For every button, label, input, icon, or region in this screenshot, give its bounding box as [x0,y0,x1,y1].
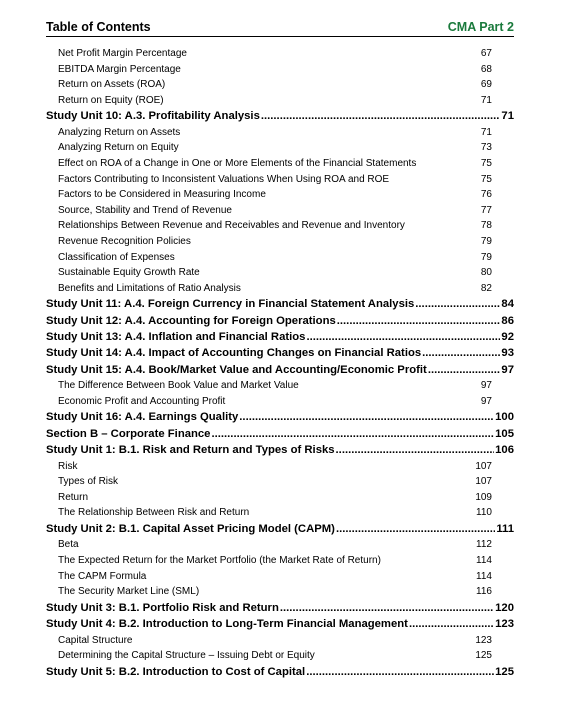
dot-leader [306,664,494,680]
toc-unit-entry [46,313,514,329]
entry-page-number: 75 [480,173,492,185]
toc-unit-entry [46,616,514,632]
entry-title: Study Unit 10: A.3. Profitability Analysis [46,110,260,123]
entry-page-number: 125 [495,665,514,678]
toc-sub-entry [46,474,514,490]
entry-page-number: 125 [475,650,492,662]
entry-title: Study Unit 15: A.4. Book/Market Value and Accounting/Economic Profit [46,363,427,376]
entry-page-number: 97 [480,380,492,392]
entry-title: Return [58,491,89,503]
entry-title: The Relationship Between Risk and Return [58,507,250,519]
toc-unit-entry [46,521,514,537]
entry-page-number: 106 [495,444,514,457]
entry-title: Study Unit 11: A.4. Foreign Currency in Financial Statement Analysis [46,298,415,311]
entry-page-number: 112 [476,539,492,551]
toc-sub-entry [46,172,514,188]
entry-page-number: 92 [501,331,514,344]
toc-unit-entry [46,345,514,361]
dot-leader [306,329,500,345]
toc-unit-entry [46,664,514,680]
entry-page-number: 71 [480,94,492,106]
entry-page-number: 86 [501,314,514,327]
entry-page-number: 107 [475,476,492,488]
entry-page-number: 110 [476,507,492,519]
toc-sub-entry [46,46,514,62]
toc-unit-entry [46,362,514,378]
entry-page-number: 80 [480,267,492,279]
entry-page-number: 71 [501,110,514,123]
toc-sub-entry [46,187,514,203]
document-title: Table of Contents [46,20,151,34]
entry-title: Study Unit 14: A.4. Impact of Accounting Changes on Financial Ratios [46,347,422,360]
entry-title: Return on Assets (ROA) [58,79,166,91]
entry-page-number: 71 [480,126,492,138]
table-of-contents [46,46,514,680]
entry-page-number: 78 [480,220,492,232]
entry-page-number: 111 [496,522,514,535]
part-label: CMA Part 2 [447,20,514,34]
entry-page-number: 97 [480,395,492,407]
entry-page-number: 79 [480,235,492,247]
entry-title: Study Unit 4: B.2. Introduction to Long-Term Financial Management [46,618,408,631]
entry-title: Determining the Capital Structure – Issuing Debt or Equity [58,650,315,662]
dot-leader [415,296,500,312]
dot-leader [261,108,501,124]
entry-title: Return on Equity (ROE) [58,94,164,106]
entry-page-number: 97 [501,363,514,376]
toc-sub-entry [46,93,514,109]
entry-title: The Difference Between Book Value and Market Value [58,380,299,392]
page-header [46,20,514,37]
entry-page-number: 114 [476,570,492,582]
toc-unit-entry [46,409,514,425]
toc-sub-entry [46,125,514,141]
toc-sub-entry [46,553,514,569]
toc-sub-entry [46,77,514,93]
dot-leader [409,616,494,632]
toc-sub-entry [46,584,514,600]
entry-page-number: 69 [480,79,492,91]
entry-page-number: 123 [475,634,492,646]
toc-sub-entry [46,633,514,649]
entry-title: Study Unit 13: A.4. Inflation and Financial Ratios [46,331,306,344]
entry-page-number: 82 [480,282,492,294]
dot-leader [428,362,501,378]
dot-leader [239,409,494,425]
dot-leader [422,345,500,361]
entry-title: The Expected Return for the Market Portfolio (the Market Rate of Return) [58,554,381,566]
entry-title: Effect on ROA of a Change in One or More Elements of the Financial Statements [58,157,417,169]
toc-sub-entry [46,459,514,475]
dot-leader [336,442,495,458]
toc-sub-entry [46,250,514,266]
entry-title: Study Unit 3: B.1. Portfolio Risk and Return [46,601,279,614]
toc-sub-entry [46,490,514,506]
entry-title: Study Unit 5: B.2. Introduction to Cost of Capital [46,665,306,678]
entry-title: Sustainable Equity Growth Rate [58,267,200,279]
toc-sub-entry [46,378,514,394]
dot-leader [211,426,494,442]
entry-title: Analyzing Return on Assets [58,126,181,138]
entry-title: Revenue Recognition Policies [58,235,191,247]
toc-sub-entry [46,537,514,553]
entry-title: Economic Profit and Accounting Profit [58,395,226,407]
toc-sub-entry [46,62,514,78]
toc-unit-entry [46,329,514,345]
entry-page-number: 73 [480,142,492,154]
toc-sub-entry [46,648,514,664]
toc-sub-entry [46,218,514,234]
entry-page-number: 76 [480,189,492,201]
dot-leader [280,600,494,616]
toc-sub-entry [46,569,514,585]
entry-title: Source, Stability and Trend of Revenue [58,204,232,216]
toc-sub-entry [46,203,514,219]
entry-title: Section B – Corporate Finance [46,427,211,440]
entry-page-number: 116 [476,586,492,598]
toc-sub-entry [46,505,514,521]
toc-unit-entry [46,600,514,616]
entry-title: Study Unit 16: A.4. Earnings Quality [46,411,239,424]
entry-title: Net Profit Margin Percentage [58,48,187,59]
toc-sub-entry [46,265,514,281]
entry-page-number: 123 [495,618,514,631]
toc-unit-entry [46,296,514,312]
entry-title: Factors to be Considered in Measuring Income [58,189,266,201]
entry-title: Risk [58,460,78,472]
toc-unit-entry [46,108,514,124]
entry-title: Study Unit 2: B.1. Capital Asset Pricing Model (CAPM) [46,522,335,535]
entry-title: Beta [58,539,79,551]
entry-title: Relationships Between Revenue and Receivables and Revenue and Inventory [58,220,405,232]
entry-page-number: 93 [501,347,514,360]
entry-page-number: 84 [501,298,514,311]
entry-page-number: 107 [475,460,492,472]
entry-page-number: 105 [495,427,514,440]
entry-title: Classification of Expenses [58,251,175,263]
toc-unit-entry [46,426,514,442]
entry-title: Factors Contributing to Inconsistent Valuations When Using ROA and ROE [58,173,390,185]
toc-sub-entry [46,156,514,172]
toc-sub-entry [46,234,514,250]
entry-page-number: 109 [475,491,492,503]
toc-unit-entry [46,442,514,458]
entry-title: EBITDA Margin Percentage [58,63,181,75]
toc-sub-entry [46,140,514,156]
entry-page-number: 79 [480,251,492,263]
entry-title: The Security Market Line (SML) [58,586,200,598]
entry-page-number: 77 [480,204,492,216]
entry-title: Capital Structure [58,634,133,646]
entry-page-number: 67 [480,48,492,59]
entry-page-number: 100 [495,411,514,424]
toc-sub-entry [46,281,514,297]
entry-title: The CAPM Formula [58,570,147,582]
entry-page-number: 75 [480,157,492,169]
dot-leader [337,313,501,329]
toc-sub-entry [46,394,514,410]
entry-page-number: 68 [480,63,492,75]
dot-leader [336,521,495,537]
entry-page-number: 120 [495,601,514,614]
entry-title: Types of Risk [58,476,119,488]
entry-title: Study Unit 12: A.4. Accounting for Foreign Operations [46,314,336,327]
entry-title: Benefits and Limitations of Ratio Analysis [58,282,241,294]
entry-title: Study Unit 1: B.1. Risk and Return and Types of Risks [46,444,335,457]
entry-title: Analyzing Return on Equity [58,142,179,154]
entry-page-number: 114 [476,554,492,566]
